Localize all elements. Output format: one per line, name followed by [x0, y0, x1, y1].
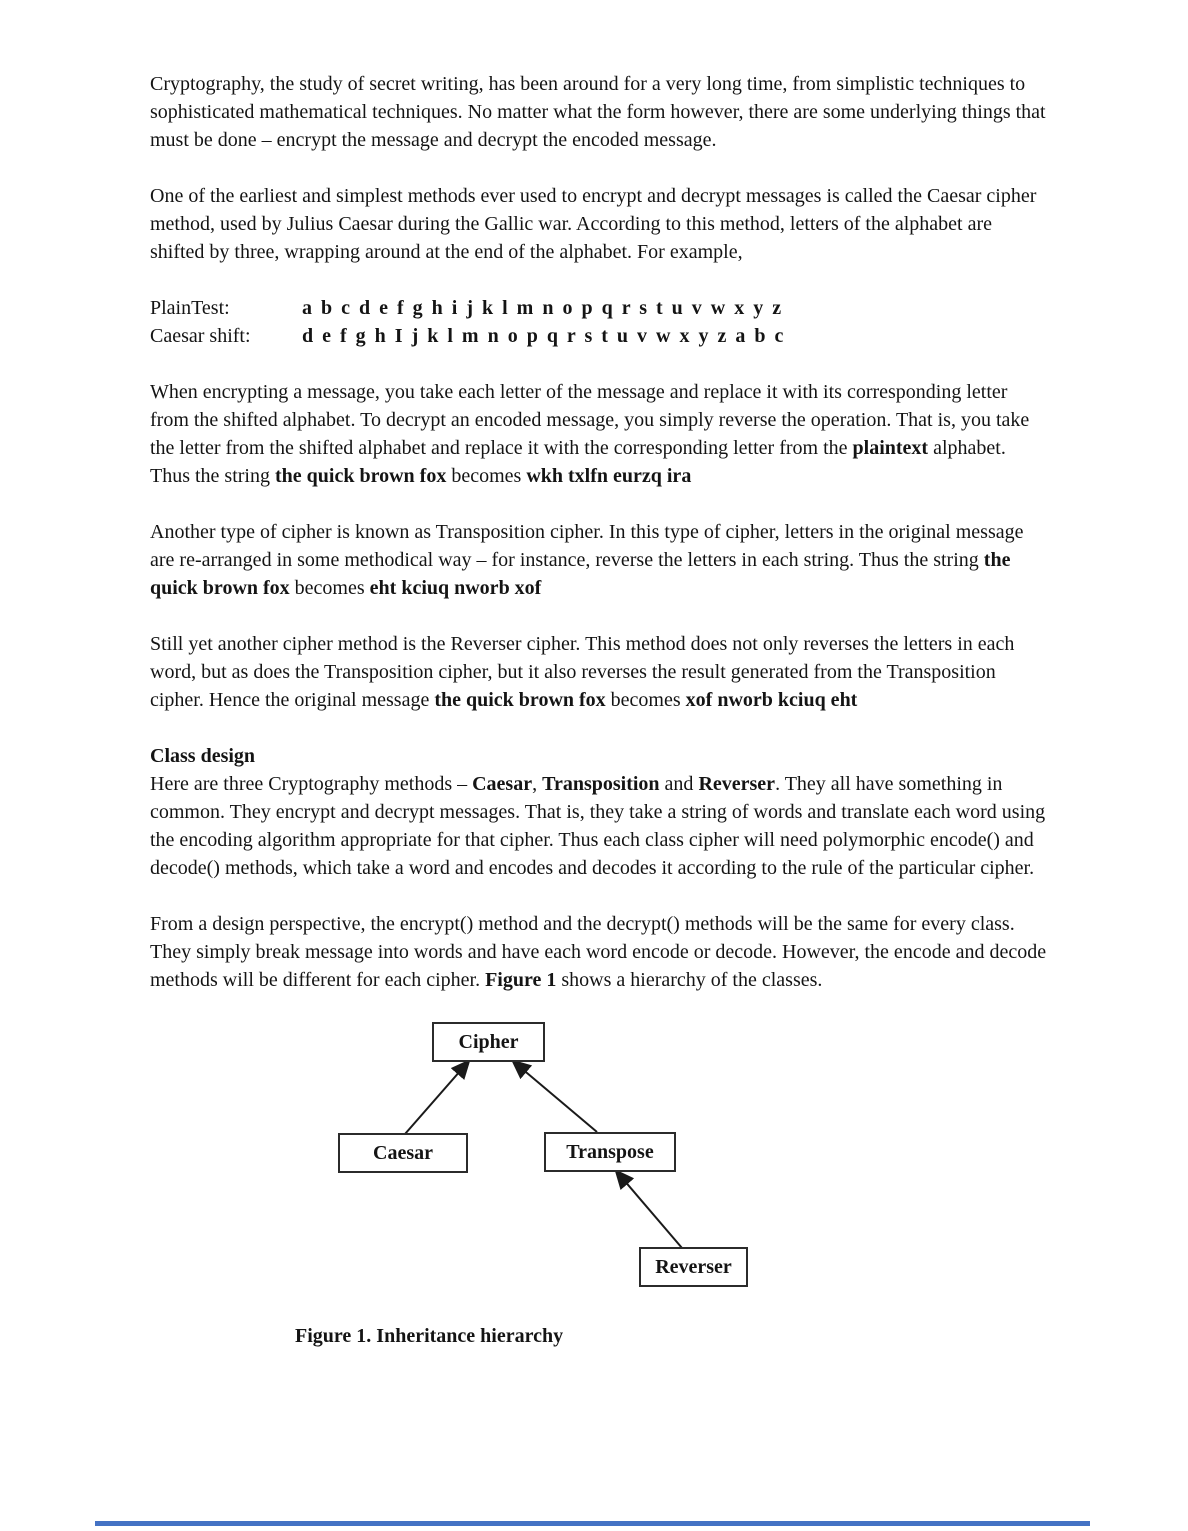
inheritance-diagram — [150, 1022, 1050, 1290]
paragraph-reverser: Still yet another cipher method is the Reverser cipher. This method does not only reverses the letters in each word, but as does the Transposition cipher, but it also reverses the result generated from the Transposition cipher. Hence the original message the quick brown fox becomes xof nworb kciuq eht — [150, 633, 1015, 711]
document-body — [150, 70, 1050, 1350]
paragraph-transposition: Another type of cipher is known as Transposition cipher. In this type of cipher, letters in the original message are re-arranged in some methodical way – for instance, reverse the letters in each string. Thus the string the quick brown fox becomes eht kciuq nworb xof — [150, 521, 1024, 599]
class-node-label: Reverser — [655, 1256, 732, 1278]
paragraph-design-perspective: From a design perspective, the encrypt() method and the decrypt() methods will be the same for every class. They simply break message into words and have each word encode or decode. However, the encode and decode methods will be different for each cipher. Figure 1 shows a hierarchy of the classes. — [150, 913, 1047, 991]
alphabet-table — [150, 294, 1050, 350]
class-node-reverser — [639, 1247, 748, 1287]
arrow-caesar-to-cipher — [405, 1062, 468, 1134]
paragraph-intro: Cryptography, the study of secret writing, has been around for a very long time, from simplistic techniques to sophisticated mathematical techniques. No matter what the form however, there are some underlying things that must be done – encrypt the message and decrypt the encoded message. — [150, 73, 1046, 151]
class-node-label: Transpose — [566, 1141, 654, 1163]
alphabet-row-letters: a b c d e f g h i j k l m n o p q r s t u v w x y z — [302, 297, 784, 319]
paragraph-class-design-body: Here are three Cryptography methods – Caesar, Transposition and Reverser. They all have something in common. They encrypt and decrypt messages. That is, they take a string of words and translate each word using the encoding algorithm appropriate for that cipher. Thus each class cipher will need polymorphic encode() and decode() methods, which take a word and encodes and decodes it according to the rule of the particular cipher. — [150, 773, 1046, 879]
alphabet-row-label: PlainTest: — [150, 297, 230, 319]
footer-divider — [95, 1521, 1090, 1526]
arrow-reverser-to-transpose — [617, 1172, 682, 1248]
paragraph-caesar-intro: One of the earliest and simplest methods ever used to encrypt and decrypt messages is called the Caesar cipher method, used by Julius Caesar during the Gallic war. According to this method, letters of the alphabet are shifted by three, wrapping around at the end of the alphabet. For example, — [150, 185, 1037, 263]
class-node-caesar — [338, 1133, 468, 1173]
paragraph-encrypting: When encrypting a message, you take each letter of the message and replace it with its corresponding letter from the shifted alphabet. To decrypt an encoded message, you simply reverse the operation. That is, you take the letter from the shifted alphabet and replace it with the corresponding letter from the plaintext alphabet. Thus the string the quick brown fox becomes wkh txlfn eurzq ira — [150, 381, 1030, 487]
arrow-transpose-to-cipher — [514, 1062, 597, 1132]
alphabet-row-label: Caesar shift: — [150, 325, 251, 347]
class-node-cipher — [432, 1022, 545, 1062]
class-node-label: Cipher — [458, 1031, 519, 1053]
figure-caption: Figure 1. Inheritance hierarchy — [295, 1325, 564, 1347]
alphabet-row-caesar-shift — [150, 322, 1050, 350]
section-heading-class-design: Class design — [150, 745, 256, 767]
class-node-transpose — [544, 1132, 676, 1172]
alphabet-row-plaintext — [150, 294, 1050, 322]
class-node-label: Caesar — [373, 1142, 433, 1164]
alphabet-row-letters: d e f g h I j k l m n o p q r s t u v w x y z a b c — [302, 325, 786, 347]
